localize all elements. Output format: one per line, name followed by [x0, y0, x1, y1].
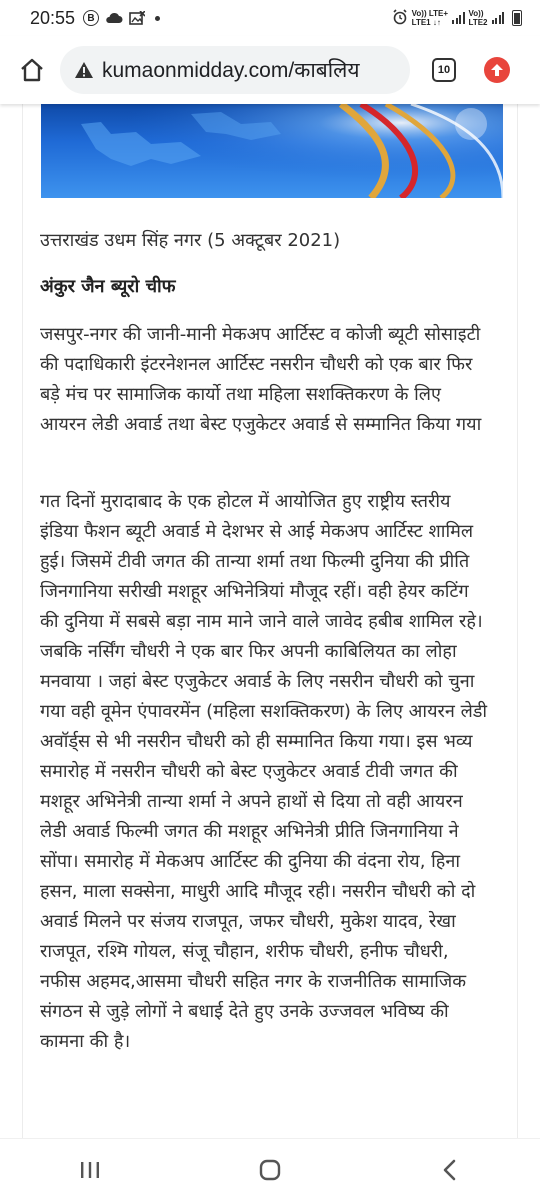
hero-graphic	[41, 104, 503, 198]
warning-icon[interactable]	[74, 60, 94, 80]
recent-apps-icon[interactable]	[60, 1150, 120, 1190]
hero-image	[41, 104, 503, 198]
tab-count: 10	[437, 64, 451, 76]
url-bar[interactable]	[60, 46, 410, 94]
status-indicators	[392, 9, 522, 27]
notification-icons	[83, 10, 160, 26]
b-circle-icon: B	[83, 10, 99, 26]
dot-icon	[155, 16, 160, 21]
sim1-label-bottom: LTE1 ↓↑	[411, 18, 441, 27]
sim2-label-top: Vo))	[468, 9, 484, 18]
status-time: 20:55	[30, 7, 76, 28]
sim2-lte-label	[469, 9, 488, 27]
article-paragraph: गत दिनों मुरादाबाद के एक होटल में आयोजित हुए राष्ट्रीय स्तरीय इंडिया फैशन ब्यूटी अवार्ड मे देशभर से आई मेकअप आर्टिस्ट शामिल हुई। जिसमें टीवी जगत की तान्या शर्मा तथा फिल्मी दुनिया की प्रीति जिनगानिया सरीखी मशहूर अभिनेत्रियां मौजूद रहीं। वही हेयर कटिंग की दुनिया में सबसे बड़ा नाम माने जाने वाले जावेद हबीब शामिल रहे। जबकि नर्सिंग चौधरी ने एक बार फिर अपनी काबिलियत का लोहा मनवाया । जहां बेस्ट एजुकेटर अवार्ड के लिए नसरीन चौधरी को चुना गया वही वूमेन एंपावरमेंन (महिला सशक्तिकरण) के लिए आयरन लेडी अवॉर्ड्स से भी नसरीन चौधरी को ही सम्मानित किया गया। इस भव्य समारोह में नसरीन चौधरी को बेस्ट एजुकेटर अवार्ड टीवी जगत की मशहूर अभिनेत्री तान्या शर्मा ने अपने हाथों से दिया तो वही आयरन लेडी अवार्ड फिल्मी जगत की मशहूर अभिनेत्री प्रीति जिनगानिया ने सोंपा। समारोह में मेकअप आर्टिस्ट की दुनिया की वंदना रोय, हिना हसन, माला सक्सेना, माधुरी आदि मौजूद रही। नसरीन चौधरी को दो अवार्ड मिलने पर संजय राजपूत, जफर चौधरी, मुकेश यादव, रेखा राजपूत, रश्मि गोयल, संजू चौहान, शरीफ चौधरी, हनीफ चौधरी, नफीस अहमद,आसमा चौधरी सहित नगर के राजनीतिक सामाजिक संगठन से जुड़े लोगों ने बधाई देते हुए उनके उज्जवल भविष्य की कामना की है।	[40, 491, 488, 1052]
url-text[interactable]: kumaonmidday.com/काबलिय	[102, 59, 360, 82]
home-circle-icon[interactable]	[240, 1150, 300, 1190]
article-author: अंकुर जैन ब्यूरो चीफ	[40, 276, 176, 297]
sim1-label-top: Vo)) LTE+	[411, 9, 449, 18]
sim2-label-bottom: LTE2	[468, 18, 488, 27]
article-paragraph: जसपुर-नगर की जानी-मानी मेकअप आर्टिस्ट व कोजी ब्यूटी सोसाइटी की पदाधिकारी इंटरनेशनल आर्टिस्ट नसरीन चौधरी को एक बार फिर बड़े मंच पर सामाजिक कार्यो तथा महिला सशक्तिकरण के लिए आयरन लेडी अवार्ड तथा बेस्ट एजुकेटर अवार्ड से सम्मानित किया गया	[40, 324, 482, 435]
image-x-icon	[129, 11, 145, 25]
article-dateline: उत्तराखंड उधम सिंह नगर (5 अक्टूबर 2021)	[40, 230, 341, 251]
cloud-icon	[105, 12, 123, 24]
update-arrow-icon[interactable]	[484, 57, 510, 83]
article-content	[22, 104, 518, 1138]
status-bar	[0, 0, 540, 36]
sim2-signal-icon	[492, 12, 505, 24]
tab-switcher-button[interactable]	[432, 58, 456, 82]
battery-icon	[512, 10, 522, 26]
system-nav-bar	[0, 1138, 540, 1200]
browser-toolbar	[0, 36, 540, 104]
sim1-lte-label	[412, 9, 448, 27]
alarm-icon	[392, 9, 408, 27]
back-chevron-icon[interactable]	[420, 1150, 480, 1190]
home-icon[interactable]	[14, 52, 50, 88]
sim1-signal-icon	[452, 12, 465, 24]
